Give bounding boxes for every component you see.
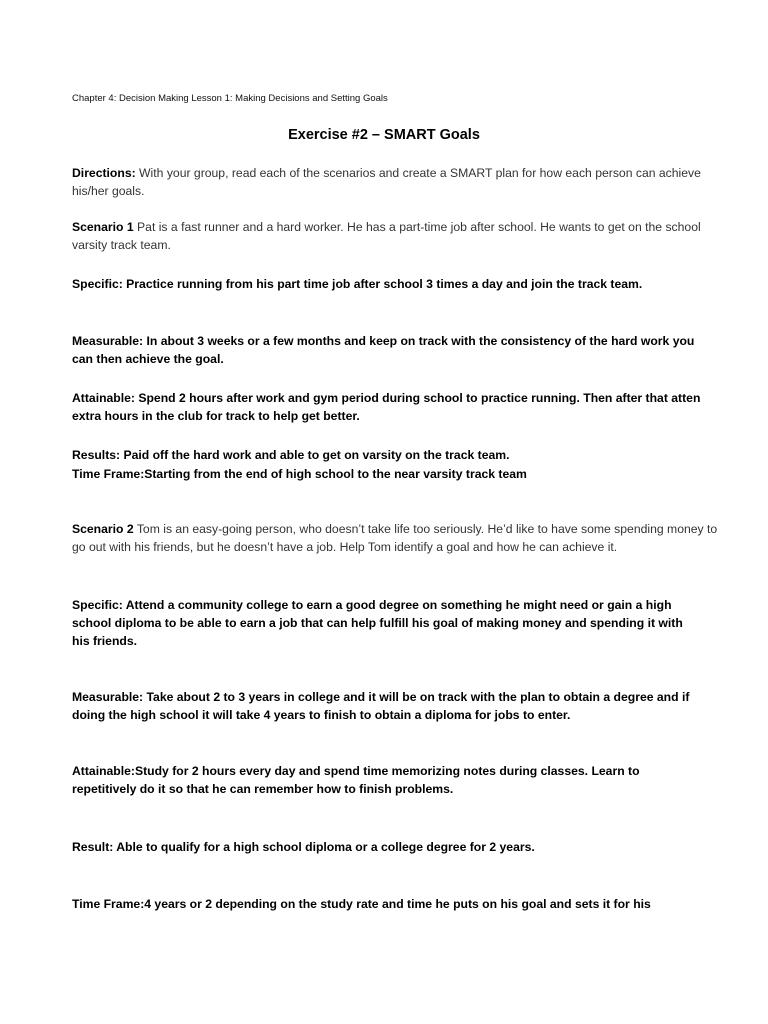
scenario-2-measurable: Measurable: Take about 2 to 3 years in college and it will be on track with the plan to obtain a degree and if doing the high school it will take 4 years to finish to obtain a diploma for jobs to enter. [72, 690, 690, 722]
scenario-1-time-frame: Time Frame:Starting from the end of high school to the near varsity track team [72, 467, 527, 481]
scenario-2-attainable: Attainable:Study for 2 hours every day and spend time memorizing notes during classes. Learn to repetitively do it so that he can remember how to finish problems. [72, 764, 640, 796]
directions-paragraph [72, 164, 722, 200]
scenario-2-specific: Specific: Attend a community college to earn a good degree on something he might need or gain a high school diploma to be able to earn a job that can help fulfill his goal of making money and spending it with his friends. [72, 598, 683, 648]
scenario-1-paragraph [72, 218, 722, 254]
scenario-1-results: Results: Paid off the hard work and able to get on varsity on the track team. [72, 448, 510, 462]
scenario-2-text: Tom is an easy-going person, who doesn’t take life too seriously. He’d like to have some spending money to go out with his friends, but he doesn’t have a job. Help Tom identify a goal and how he can achieve it. [72, 522, 718, 554]
scenario-2-label: Scenario 2 [72, 522, 134, 536]
scenario-2-paragraph [72, 520, 722, 556]
directions-text: With your group, read each of the scenarios and create a SMART plan for how each person can achieve his/her goals. [72, 166, 701, 198]
scenario-1-text: Pat is a fast runner and a hard worker. He has a part-time job after school. He wants to get on the school varsity track team. [72, 220, 701, 252]
scenario-1-measurable: Measurable: In about 3 weeks or a few months and keep on track with the consistency of the hard work you can then achieve the goal. [72, 334, 695, 366]
scenario-2-result: Result: Able to qualify for a high school diploma or a college degree for 2 years. [72, 840, 535, 854]
scenario-1-label: Scenario 1 [72, 220, 134, 234]
page-title: Exercise #2 – SMART Goals [288, 127, 480, 143]
scenario-1-attainable: Attainable: Spend 2 hours after work and gym period during school to practice running. Then after that atten extra hours in the club for track to help get better. [72, 391, 701, 423]
scenario-1-specific: Specific: Practice running from his part time job after school 3 times a day and join the track team. [72, 277, 643, 291]
chapter-header: Chapter 4: Decision Making Lesson 1: Making Decisions and Setting Goals [72, 93, 388, 104]
scenario-2-time-frame: Time Frame:4 years or 2 depending on the study rate and time he puts on his goal and sets it for his [72, 897, 651, 911]
directions-label: Directions: [72, 166, 136, 180]
